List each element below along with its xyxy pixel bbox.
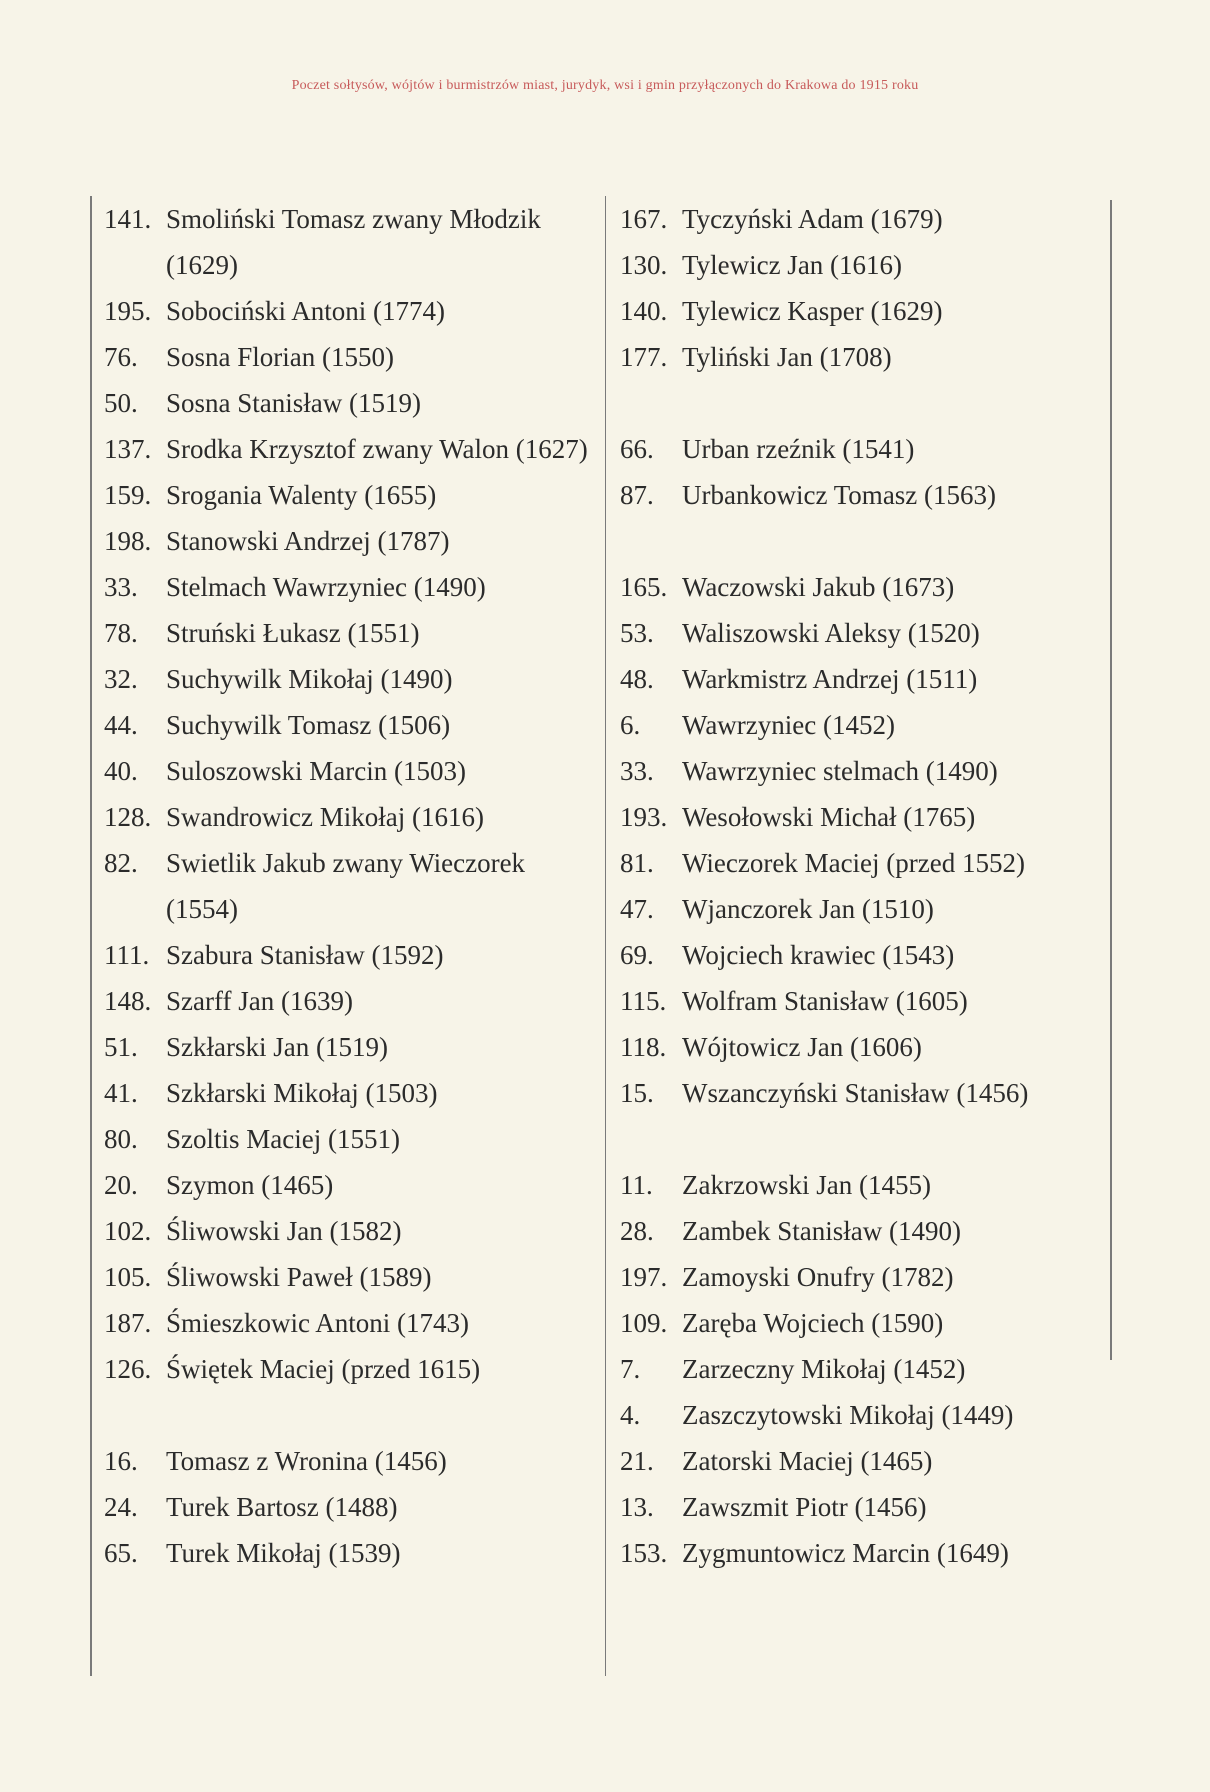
entry-number: 87. xyxy=(620,480,654,510)
entry-name: Suchywilk Tomasz (1506) xyxy=(166,710,451,740)
index-entry xyxy=(104,748,604,794)
entry-number: 53. xyxy=(620,618,654,648)
entry-name: Srogania Walenty (1655) xyxy=(166,480,437,510)
entry-number: 41. xyxy=(104,1078,138,1108)
entry-name: Zakrzowski Jan (1455) xyxy=(682,1170,931,1200)
entry-name: Urbankowicz Tomasz (1563) xyxy=(682,480,997,510)
section-gap xyxy=(620,1116,1100,1162)
index-entry xyxy=(104,1530,604,1576)
index-entry xyxy=(104,564,604,610)
entry-name: Swandrowicz Mikołaj (1616) xyxy=(166,802,484,832)
index-entry xyxy=(104,1254,604,1300)
entry-number: 11. xyxy=(620,1170,653,1200)
entry-name: Szoltis Maciej (1551) xyxy=(166,1124,400,1154)
index-entry xyxy=(104,1346,604,1392)
entry-number: 81. xyxy=(620,848,654,878)
entry-name: Wieczorek Maciej (przed 1552) xyxy=(682,848,1025,878)
index-entry xyxy=(620,656,1100,702)
entry-number: 126. xyxy=(104,1354,152,1384)
entry-name: Urban rzeźnik (1541) xyxy=(682,434,915,464)
entry-name: Zygmuntowicz Marcin (1649) xyxy=(682,1538,1009,1568)
index-entry xyxy=(620,1162,1100,1208)
entry-number: 193. xyxy=(620,802,668,832)
index-entry xyxy=(620,334,1100,380)
section-gap xyxy=(104,1392,604,1438)
index-entry xyxy=(104,840,604,886)
entry-name: Wesołowski Michał (1765) xyxy=(682,802,976,832)
index-entry xyxy=(620,288,1100,334)
entry-number: 115. xyxy=(620,986,667,1016)
entry-number: 47. xyxy=(620,894,654,924)
entry-continuation: (1629) xyxy=(166,250,238,280)
index-entry xyxy=(104,518,604,564)
entry-name: Struński Łukasz (1551) xyxy=(166,618,420,648)
entry-number: 82. xyxy=(104,848,138,878)
index-entry xyxy=(104,1070,604,1116)
entry-number: 33. xyxy=(620,756,654,786)
index-entry xyxy=(620,196,1100,242)
index-entry xyxy=(104,978,604,1024)
entry-name: Zambek Stanisław (1490) xyxy=(682,1216,961,1246)
entry-number: 80. xyxy=(104,1124,138,1154)
entry-number: 118. xyxy=(620,1032,667,1062)
entry-name: Waliszowski Aleksy (1520) xyxy=(682,618,980,648)
entry-number: 28. xyxy=(620,1216,654,1246)
entry-name: Śliwowski Paweł (1589) xyxy=(166,1262,432,1292)
entry-name: Wszanczyński Stanisław (1456) xyxy=(682,1078,1029,1108)
entry-number: 167. xyxy=(620,204,668,234)
index-entry xyxy=(104,932,604,978)
entry-name: Sobociński Antoni (1774) xyxy=(166,296,446,326)
index-column-left xyxy=(104,196,604,1576)
entry-number: 33. xyxy=(104,572,138,602)
right-margin-rule xyxy=(1110,200,1112,1360)
entry-number: 78. xyxy=(104,618,138,648)
entry-number: 111. xyxy=(104,940,150,970)
entry-number: 7. xyxy=(620,1354,641,1384)
index-entry xyxy=(620,886,1100,932)
entry-name: Tomasz z Wronina (1456) xyxy=(166,1446,447,1476)
entry-number: 16. xyxy=(104,1446,138,1476)
entry-number: 15. xyxy=(620,1078,654,1108)
entry-number: 51. xyxy=(104,1032,138,1062)
entry-name: Turek Bartosz (1488) xyxy=(166,1492,398,1522)
entry-number: 13. xyxy=(620,1492,654,1522)
entry-number: 20. xyxy=(104,1170,138,1200)
entry-number: 187. xyxy=(104,1308,152,1338)
index-entry xyxy=(104,196,604,242)
index-column-right xyxy=(620,196,1100,1576)
entry-name: Szabura Stanisław (1592) xyxy=(166,940,444,970)
index-entry xyxy=(104,1162,604,1208)
entry-name: Stanowski Andrzej (1787) xyxy=(166,526,450,556)
entry-name: Wjanczorek Jan (1510) xyxy=(682,894,934,924)
index-entry xyxy=(104,426,604,472)
entry-number: 44. xyxy=(104,710,138,740)
entry-number: 195. xyxy=(104,296,152,326)
entry-number: 137. xyxy=(104,434,152,464)
center-divider-rule xyxy=(605,196,606,1676)
entry-number: 32. xyxy=(104,664,138,694)
index-entry xyxy=(104,1438,604,1484)
entry-name: Waczowski Jakub (1673) xyxy=(682,572,955,602)
entry-number: 40. xyxy=(104,756,138,786)
index-entry xyxy=(104,1116,604,1162)
index-entry xyxy=(620,472,1100,518)
entry-name: Suchywilk Mikołaj (1490) xyxy=(166,664,453,694)
entry-name: Srodka Krzysztof zwany Walon (1627) xyxy=(166,434,588,464)
index-entry xyxy=(620,702,1100,748)
entry-name: Tyliński Jan (1708) xyxy=(682,342,892,372)
entry-name: Wojciech krawiec (1543) xyxy=(682,940,955,970)
entry-number: 148. xyxy=(104,986,152,1016)
index-entry xyxy=(620,564,1100,610)
entry-name: Świętek Maciej (przed 1615) xyxy=(166,1354,481,1384)
entry-name: Wawrzyniec stelmach (1490) xyxy=(682,756,998,786)
entry-name: Suloszowski Marcin (1503) xyxy=(166,756,466,786)
entry-number: 140. xyxy=(620,296,668,326)
index-entry xyxy=(104,1484,604,1530)
index-entry xyxy=(620,794,1100,840)
index-entry xyxy=(620,1438,1100,1484)
entry-number: 165. xyxy=(620,572,668,602)
index-entry xyxy=(620,932,1100,978)
entry-name: Wójtowicz Jan (1606) xyxy=(682,1032,922,1062)
entry-number: 177. xyxy=(620,342,668,372)
index-entry xyxy=(104,702,604,748)
index-entry xyxy=(620,610,1100,656)
entry-number: 197. xyxy=(620,1262,668,1292)
index-entry xyxy=(104,656,604,702)
entry-name: Zaręba Wojciech (1590) xyxy=(682,1308,944,1338)
index-entry xyxy=(620,242,1100,288)
index-entry xyxy=(620,1070,1100,1116)
entry-number: 102. xyxy=(104,1216,152,1246)
entry-name: Zawszmit Piotr (1456) xyxy=(682,1492,927,1522)
entry-name: Tyczyński Adam (1679) xyxy=(682,204,943,234)
entry-name: Wawrzyniec (1452) xyxy=(682,710,895,740)
entry-name: Tylewicz Kasper (1629) xyxy=(682,296,943,326)
index-entry xyxy=(104,610,604,656)
index-entry xyxy=(104,1300,604,1346)
entry-number: 141. xyxy=(104,204,152,234)
index-entry xyxy=(620,1392,1100,1438)
entry-name: Zatorski Maciej (1465) xyxy=(682,1446,933,1476)
section-gap xyxy=(620,518,1100,564)
index-entry xyxy=(104,1208,604,1254)
index-entry xyxy=(104,472,604,518)
index-entry xyxy=(620,978,1100,1024)
entry-number: 159. xyxy=(104,480,152,510)
index-entry xyxy=(620,1024,1100,1070)
index-entry xyxy=(104,794,604,840)
index-entry xyxy=(620,748,1100,794)
index-entry xyxy=(620,426,1100,472)
index-entry xyxy=(104,288,604,334)
entry-number: 153. xyxy=(620,1538,668,1568)
entry-name: Stelmach Wawrzyniec (1490) xyxy=(166,572,486,602)
entry-continuation: (1554) xyxy=(166,894,238,924)
entry-number: 128. xyxy=(104,802,152,832)
page-header: Poczet sołtysów, wójtów i burmistrzów miast, jurydyk, wsi i gmin przyłączonych do Krakowa do 1915 roku xyxy=(291,78,919,93)
entry-name: Śmieszkowic Antoni (1743) xyxy=(166,1308,469,1338)
entry-name: Zamoyski Onufry (1782) xyxy=(682,1262,954,1292)
entry-number: 48. xyxy=(620,664,654,694)
entry-name: Tylewicz Jan (1616) xyxy=(682,250,903,280)
index-entry xyxy=(620,1484,1100,1530)
entry-number: 109. xyxy=(620,1308,668,1338)
entry-name: Szarff Jan (1639) xyxy=(166,986,353,1016)
entry-number: 69. xyxy=(620,940,654,970)
entry-number: 198. xyxy=(104,526,152,556)
entry-number: 65. xyxy=(104,1538,138,1568)
entry-name: Sosna Stanisław (1519) xyxy=(166,388,421,418)
index-entry xyxy=(104,334,604,380)
entry-name: Szymon (1465) xyxy=(166,1170,334,1200)
entry-name: Zaszczytowski Mikołaj (1449) xyxy=(682,1400,1014,1430)
entry-name: Sosna Florian (1550) xyxy=(166,342,394,372)
index-entry xyxy=(620,1208,1100,1254)
entry-name: Turek Mikołaj (1539) xyxy=(166,1538,401,1568)
entry-number: 105. xyxy=(104,1262,152,1292)
index-entry xyxy=(620,1346,1100,1392)
index-entry xyxy=(620,1254,1100,1300)
entry-name: Swietlik Jakub zwany Wieczorek xyxy=(166,848,526,878)
entry-number: 6. xyxy=(620,710,641,740)
left-margin-rule xyxy=(90,196,92,1676)
entry-number: 24. xyxy=(104,1492,138,1522)
entry-name: Wolfram Stanisław (1605) xyxy=(682,986,968,1016)
index-entry xyxy=(104,380,604,426)
section-gap xyxy=(620,380,1100,426)
entry-number: 130. xyxy=(620,250,668,280)
entry-number: 66. xyxy=(620,434,654,464)
entry-name: Smoliński Tomasz zwany Młodzik xyxy=(166,204,541,234)
entry-name: Zarzeczny Mikołaj (1452) xyxy=(682,1354,966,1384)
index-entry xyxy=(104,1024,604,1070)
entry-name: Śliwowski Jan (1582) xyxy=(166,1216,402,1246)
entry-name: Szkłarski Jan (1519) xyxy=(166,1032,388,1062)
index-entry xyxy=(620,840,1100,886)
entry-number: 50. xyxy=(104,388,138,418)
entry-name: Warkmistrz Andrzej (1511) xyxy=(682,664,978,694)
entry-name: Szkłarski Mikołaj (1503) xyxy=(166,1078,438,1108)
entry-number: 4. xyxy=(620,1400,641,1430)
index-entry xyxy=(620,1530,1100,1576)
index-entry xyxy=(620,1300,1100,1346)
entry-number: 76. xyxy=(104,342,138,372)
entry-number: 21. xyxy=(620,1446,654,1476)
